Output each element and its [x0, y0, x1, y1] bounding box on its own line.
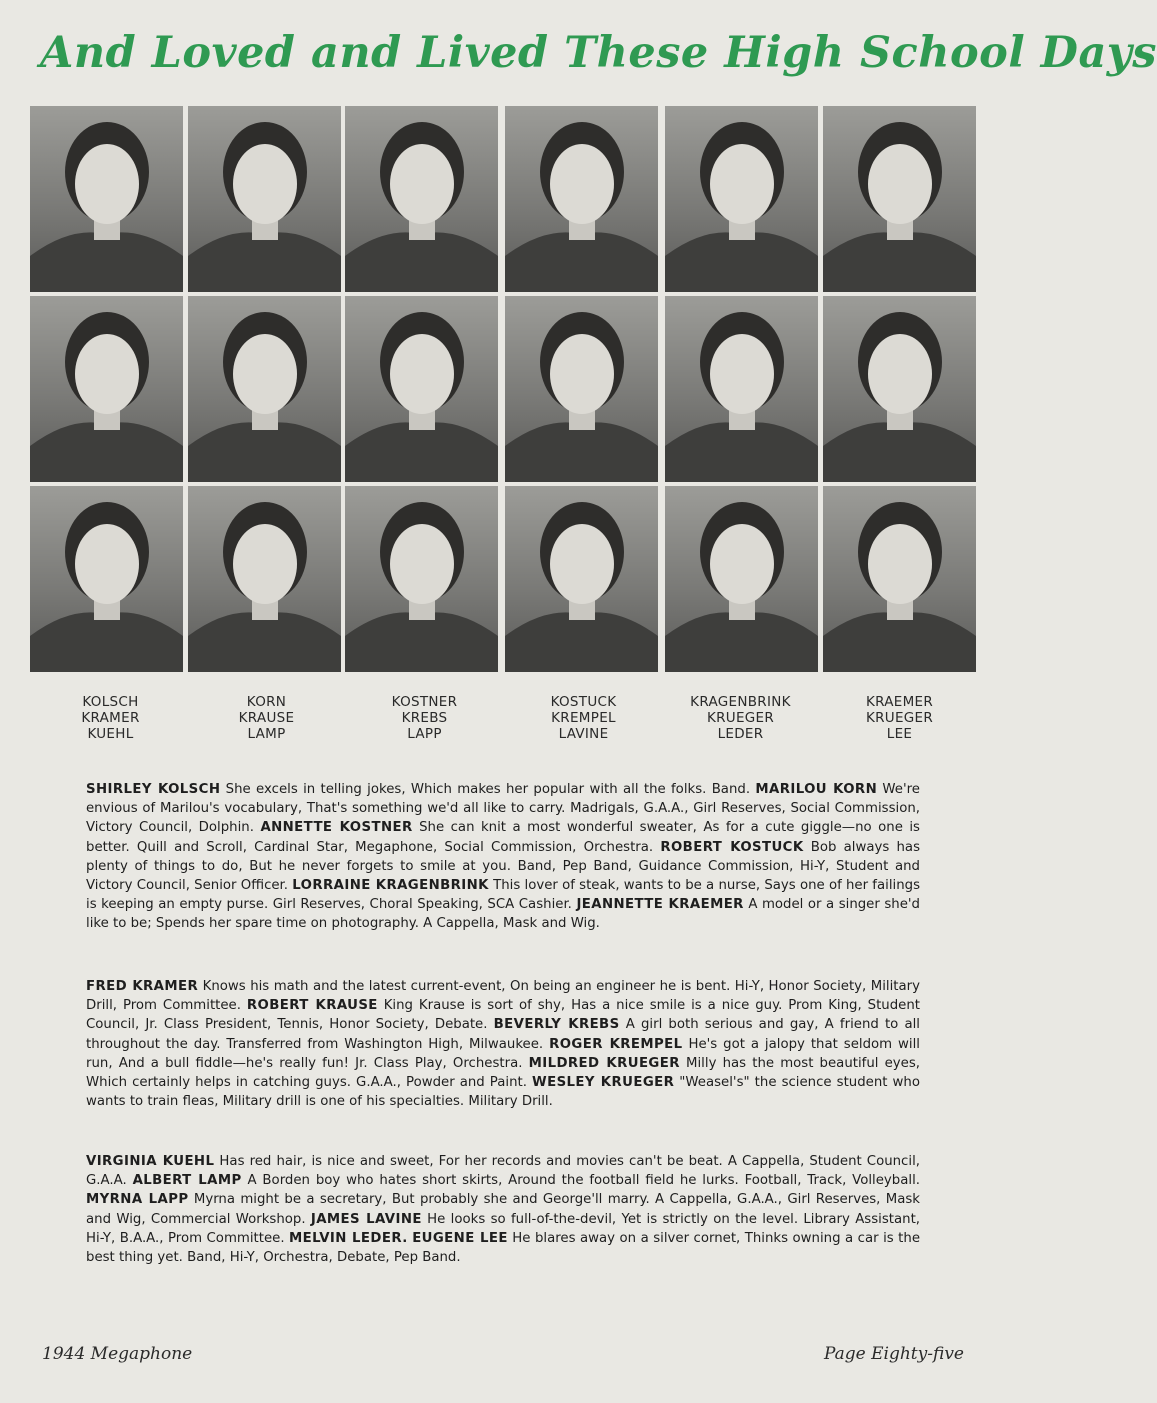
- student-name: MARILOU KORN: [755, 782, 878, 797]
- biography-paragraph-1: [86, 780, 920, 934]
- caption-column: [34, 694, 187, 742]
- portrait-photo: [30, 106, 183, 292]
- portrait-photo: [823, 296, 976, 482]
- portrait-photo: [188, 106, 341, 292]
- student-biography: He's got a jalopy that seldom will run, And a bull fiddle—he's really fun! Jr. Class Play, Orchestra.: [86, 1036, 920, 1071]
- portrait-photo: [30, 296, 183, 482]
- student-name: ROBERT KRAUSE: [246, 998, 378, 1014]
- portrait-photo: [505, 296, 658, 482]
- student-name: EUGENE LEE: [412, 1230, 508, 1246]
- student-name: ROGER KREMPEL: [549, 1036, 683, 1052]
- student-biography: Knows his math and the latest current-event, On being an engineer he is bent. Hi-Y, Honor Society, Military Drill, Prom Committee.: [86, 979, 921, 1014]
- student-biography: He blares away on a silver cornet, Thinks owning a car is the best thing yet. Band, Hi-Y, Orchestra, Debate, Pep Band.: [86, 1230, 921, 1266]
- portrait-photo: [345, 486, 498, 672]
- student-biography: A girl both serious and gay, A friend to all throughout the day. Transferred from Washington High, Milwaukee.: [86, 1017, 920, 1052]
- page-headline: And Loved and Lived These High School Days: [40, 28, 1157, 78]
- portrait-photo: [345, 296, 498, 482]
- student-name: ALBERT LAMP: [132, 1173, 242, 1189]
- student-name: MELVIN LEDER.: [289, 1230, 408, 1246]
- caption-surname: LAPP: [407, 726, 442, 742]
- student-biography: A model or a singer she'd like to be; Spends her spare time on photography. A Cappella, Mask and Wig.: [86, 897, 920, 932]
- caption-surname: LAMP: [247, 726, 286, 742]
- student-biography: Bob always has plenty of things to do, But he never forgets to smile at you. Band, Pep Band, Guidance Commission, Hi-Y, Student and Victory Council, Senior Officer.: [86, 839, 921, 894]
- caption-surname: LEDER: [717, 726, 764, 742]
- caption-surname: KOSTUCK: [550, 694, 617, 710]
- caption-surname: KRUEGER: [865, 710, 934, 726]
- portrait-photo: [505, 106, 658, 292]
- student-biography: A Borden boy who hates short skirts, Around the football field he lurks. Football, Track, Volleyball.: [241, 1173, 921, 1189]
- portrait-photo: [665, 106, 818, 292]
- portrait-photo: [188, 296, 341, 482]
- student-name: WESLEY KRUEGER: [532, 1075, 675, 1091]
- portrait-photo: [30, 486, 183, 672]
- student-name: JEANNETTE KRAEMER: [576, 897, 744, 913]
- caption-surname: KUEHL: [87, 726, 134, 742]
- caption-column: [348, 694, 501, 742]
- student-biography: We're envious of Marilou's vocabulary, That's something we'd all like to carry. Madrigals, G.A.A., Girl Reserves, Social Commission, Victory Council, Dolphin.: [86, 782, 920, 836]
- student-biography: Myrna might be a secretary, But probably she and George'll marry. A Cappella, G.A.A., Girl Reserves, Mask and Wig, Commercial Workshop.: [86, 1192, 920, 1227]
- student-name: ANNETTE KOSTNER: [260, 820, 413, 836]
- caption-surname: KOSTNER: [391, 694, 458, 710]
- caption-surname: KREBS: [401, 710, 448, 726]
- portrait-photo: [823, 486, 976, 672]
- caption-column: [664, 694, 817, 742]
- student-name: LORRAINE KRAGENBRINK: [292, 878, 489, 894]
- page-number-footer: Page Eighty-five: [823, 1344, 964, 1364]
- portrait-photo: [665, 296, 818, 482]
- caption-surname: KRUEGER: [706, 710, 775, 726]
- caption-surname: LAVINE: [558, 726, 609, 742]
- student-biography: King Krause is sort of shy, Has a nice smile is a nice guy. Prom King, Student Council, Jr. Class President, Tennis, Honor Society, Debate.: [86, 998, 920, 1033]
- biography-paragraph-3: [86, 1152, 920, 1267]
- student-name: ROBERT KOSTUCK: [660, 839, 804, 855]
- student-biography: He looks so full-of-the-devil, Yet is strictly on the level. Library Assistant, Hi-Y, B.A.A., Prom Committee.: [86, 1211, 921, 1246]
- caption-column: [190, 694, 343, 742]
- caption-surname: KRAGENBRINK: [690, 694, 791, 710]
- portrait-photo: [505, 486, 658, 672]
- caption-column: [507, 694, 660, 742]
- biography-paragraph-2: [86, 977, 920, 1111]
- student-biography: She excels in telling jokes, Which makes her popular with all the folks. Band.: [220, 782, 756, 797]
- portrait-photo: [665, 486, 818, 672]
- student-name: BEVERLY KREBS: [493, 1017, 620, 1033]
- student-biography: This lover of steak, wants to be a nurse, Says one of her failings is keeping an empty purse. Girl Reserves, Choral Speaking, SCA Cashier.: [86, 878, 921, 913]
- caption-surname: KREMPEL: [551, 710, 616, 726]
- caption-surname: KORN: [246, 694, 287, 710]
- student-name: MILDRED KRUEGER: [528, 1055, 680, 1071]
- caption-surname: KRAEMER: [865, 694, 934, 710]
- student-name: MYRNA LAPP: [86, 1192, 189, 1208]
- caption-surname: LEE: [886, 726, 913, 742]
- caption-surname: KOLSCH: [82, 694, 139, 710]
- yearbook-title-footer: 1944 Megaphone: [42, 1344, 193, 1364]
- student-biography: Has red hair, is nice and sweet, For her records and movies can't be beat. A Cappella, Student Council, G.A.A.: [86, 1154, 920, 1189]
- caption-column: [823, 694, 976, 742]
- student-biography: She can knit a most wonderful sweater, As for a cute giggle—no one is better. Quill and Scroll, Cardinal Star, Megaphone, Social Commission, Orchestra.: [86, 820, 920, 855]
- student-biography: "Weasel's" the science student who wants to train fleas, Military drill is one of his specialties. Military Drill.: [86, 1075, 920, 1110]
- caption-surname: KRAMER: [81, 710, 140, 726]
- student-name: JAMES LAVINE: [310, 1211, 422, 1227]
- student-name: SHIRLEY KOLSCH: [86, 782, 221, 797]
- portrait-photo: [188, 486, 341, 672]
- portrait-grid: [30, 106, 973, 676]
- student-name: VIRGINIA KUEHL: [86, 1154, 215, 1169]
- portrait-photo: [345, 106, 498, 292]
- student-name: FRED KRAMER: [86, 979, 199, 994]
- portrait-photo: [823, 106, 976, 292]
- caption-surname: KRAUSE: [238, 710, 295, 726]
- student-biography: Milly has the most beautiful eyes, Which certainly helps in catching guys. G.A.A., Powder and Paint.: [86, 1055, 920, 1091]
